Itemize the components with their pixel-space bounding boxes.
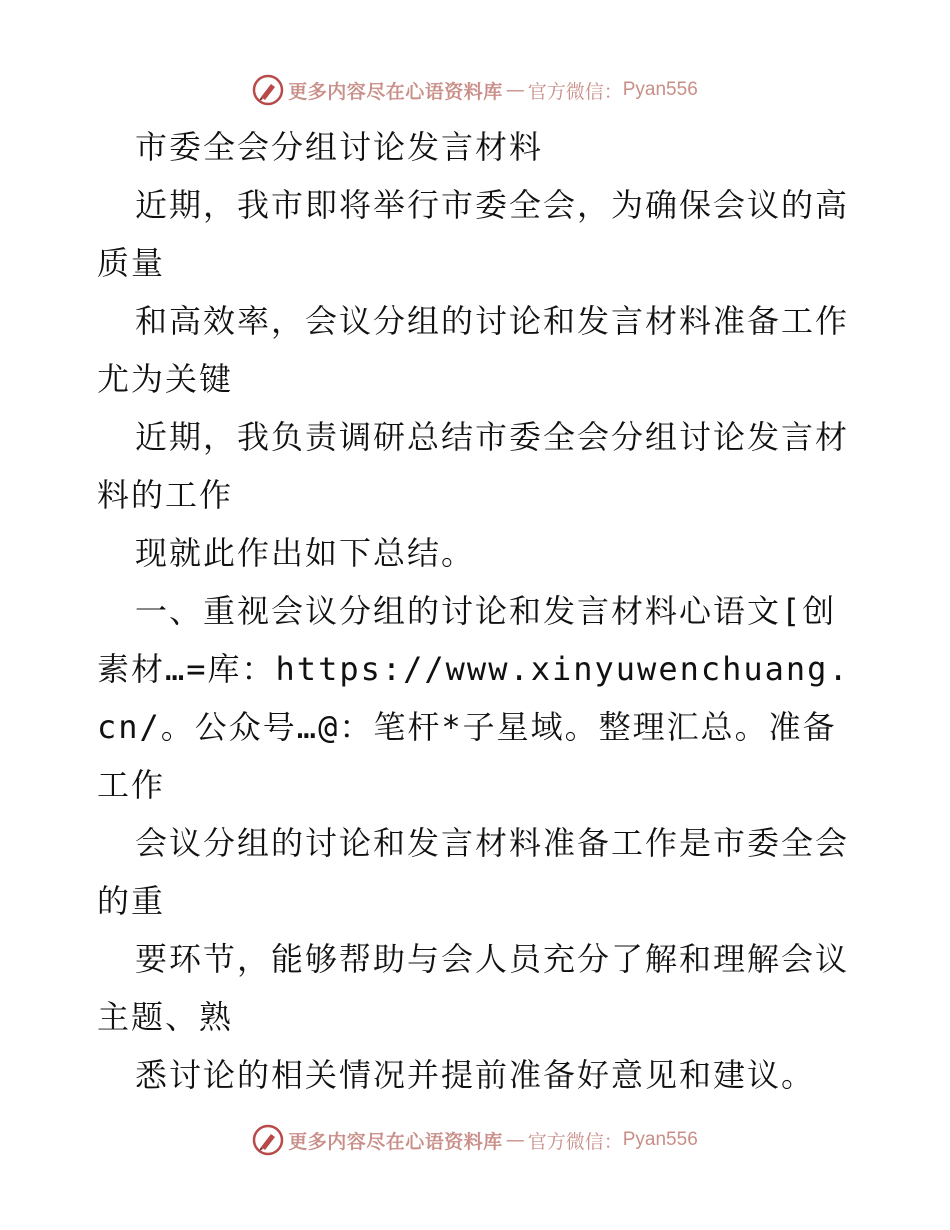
header-wechat-label: 官方微信： — [527, 80, 623, 103]
paragraph: 一、重视会议分组的讨论和发言材料心语文[创素材…=库：https://www.xinyuwenchuang.cn/。公众号…@：笔杆*子星域。整理汇总。准备工作 — [97, 592, 850, 804]
document-title: 市委全会分组讨论发言材料 — [135, 128, 544, 166]
paragraph: 近期，我市即将举行市委全会，为确保会议的高质量 — [97, 186, 850, 282]
header-banner — [0, 70, 950, 110]
footer-wechat-id: Pyan556 — [622, 1129, 698, 1150]
document-body — [97, 118, 857, 1104]
footer-brand-text: 更多内容尽在心语资料库 — [288, 1130, 503, 1153]
header-dash: — — [505, 79, 525, 101]
paragraph: 近期，我负责调研总结市委全会分组讨论发言材料的工作 — [97, 418, 850, 514]
paragraph: 要环节，能够帮助与会人员充分了解和理解会议主题、熟 — [97, 940, 850, 1036]
paragraph: 悉讨论的相关情况并提前准备好意见和建议。 — [135, 1056, 816, 1094]
pen-logo-icon — [252, 1124, 284, 1156]
footer-wechat-label: 官方微信： — [527, 1130, 623, 1153]
footer-dash: — — [505, 1129, 525, 1151]
pen-logo-icon — [252, 74, 284, 106]
header-wechat-id: Pyan556 — [622, 79, 698, 100]
paragraph: 会议分组的讨论和发言材料准备工作是市委全会的重 — [97, 824, 850, 920]
paragraph: 和高效率，会议分组的讨论和发言材料准备工作尤为关键 — [97, 302, 850, 398]
footer-banner — [0, 1120, 950, 1160]
header-brand-text: 更多内容尽在心语资料库 — [288, 80, 503, 103]
paragraph: 现就此作出如下总结。 — [135, 534, 476, 572]
